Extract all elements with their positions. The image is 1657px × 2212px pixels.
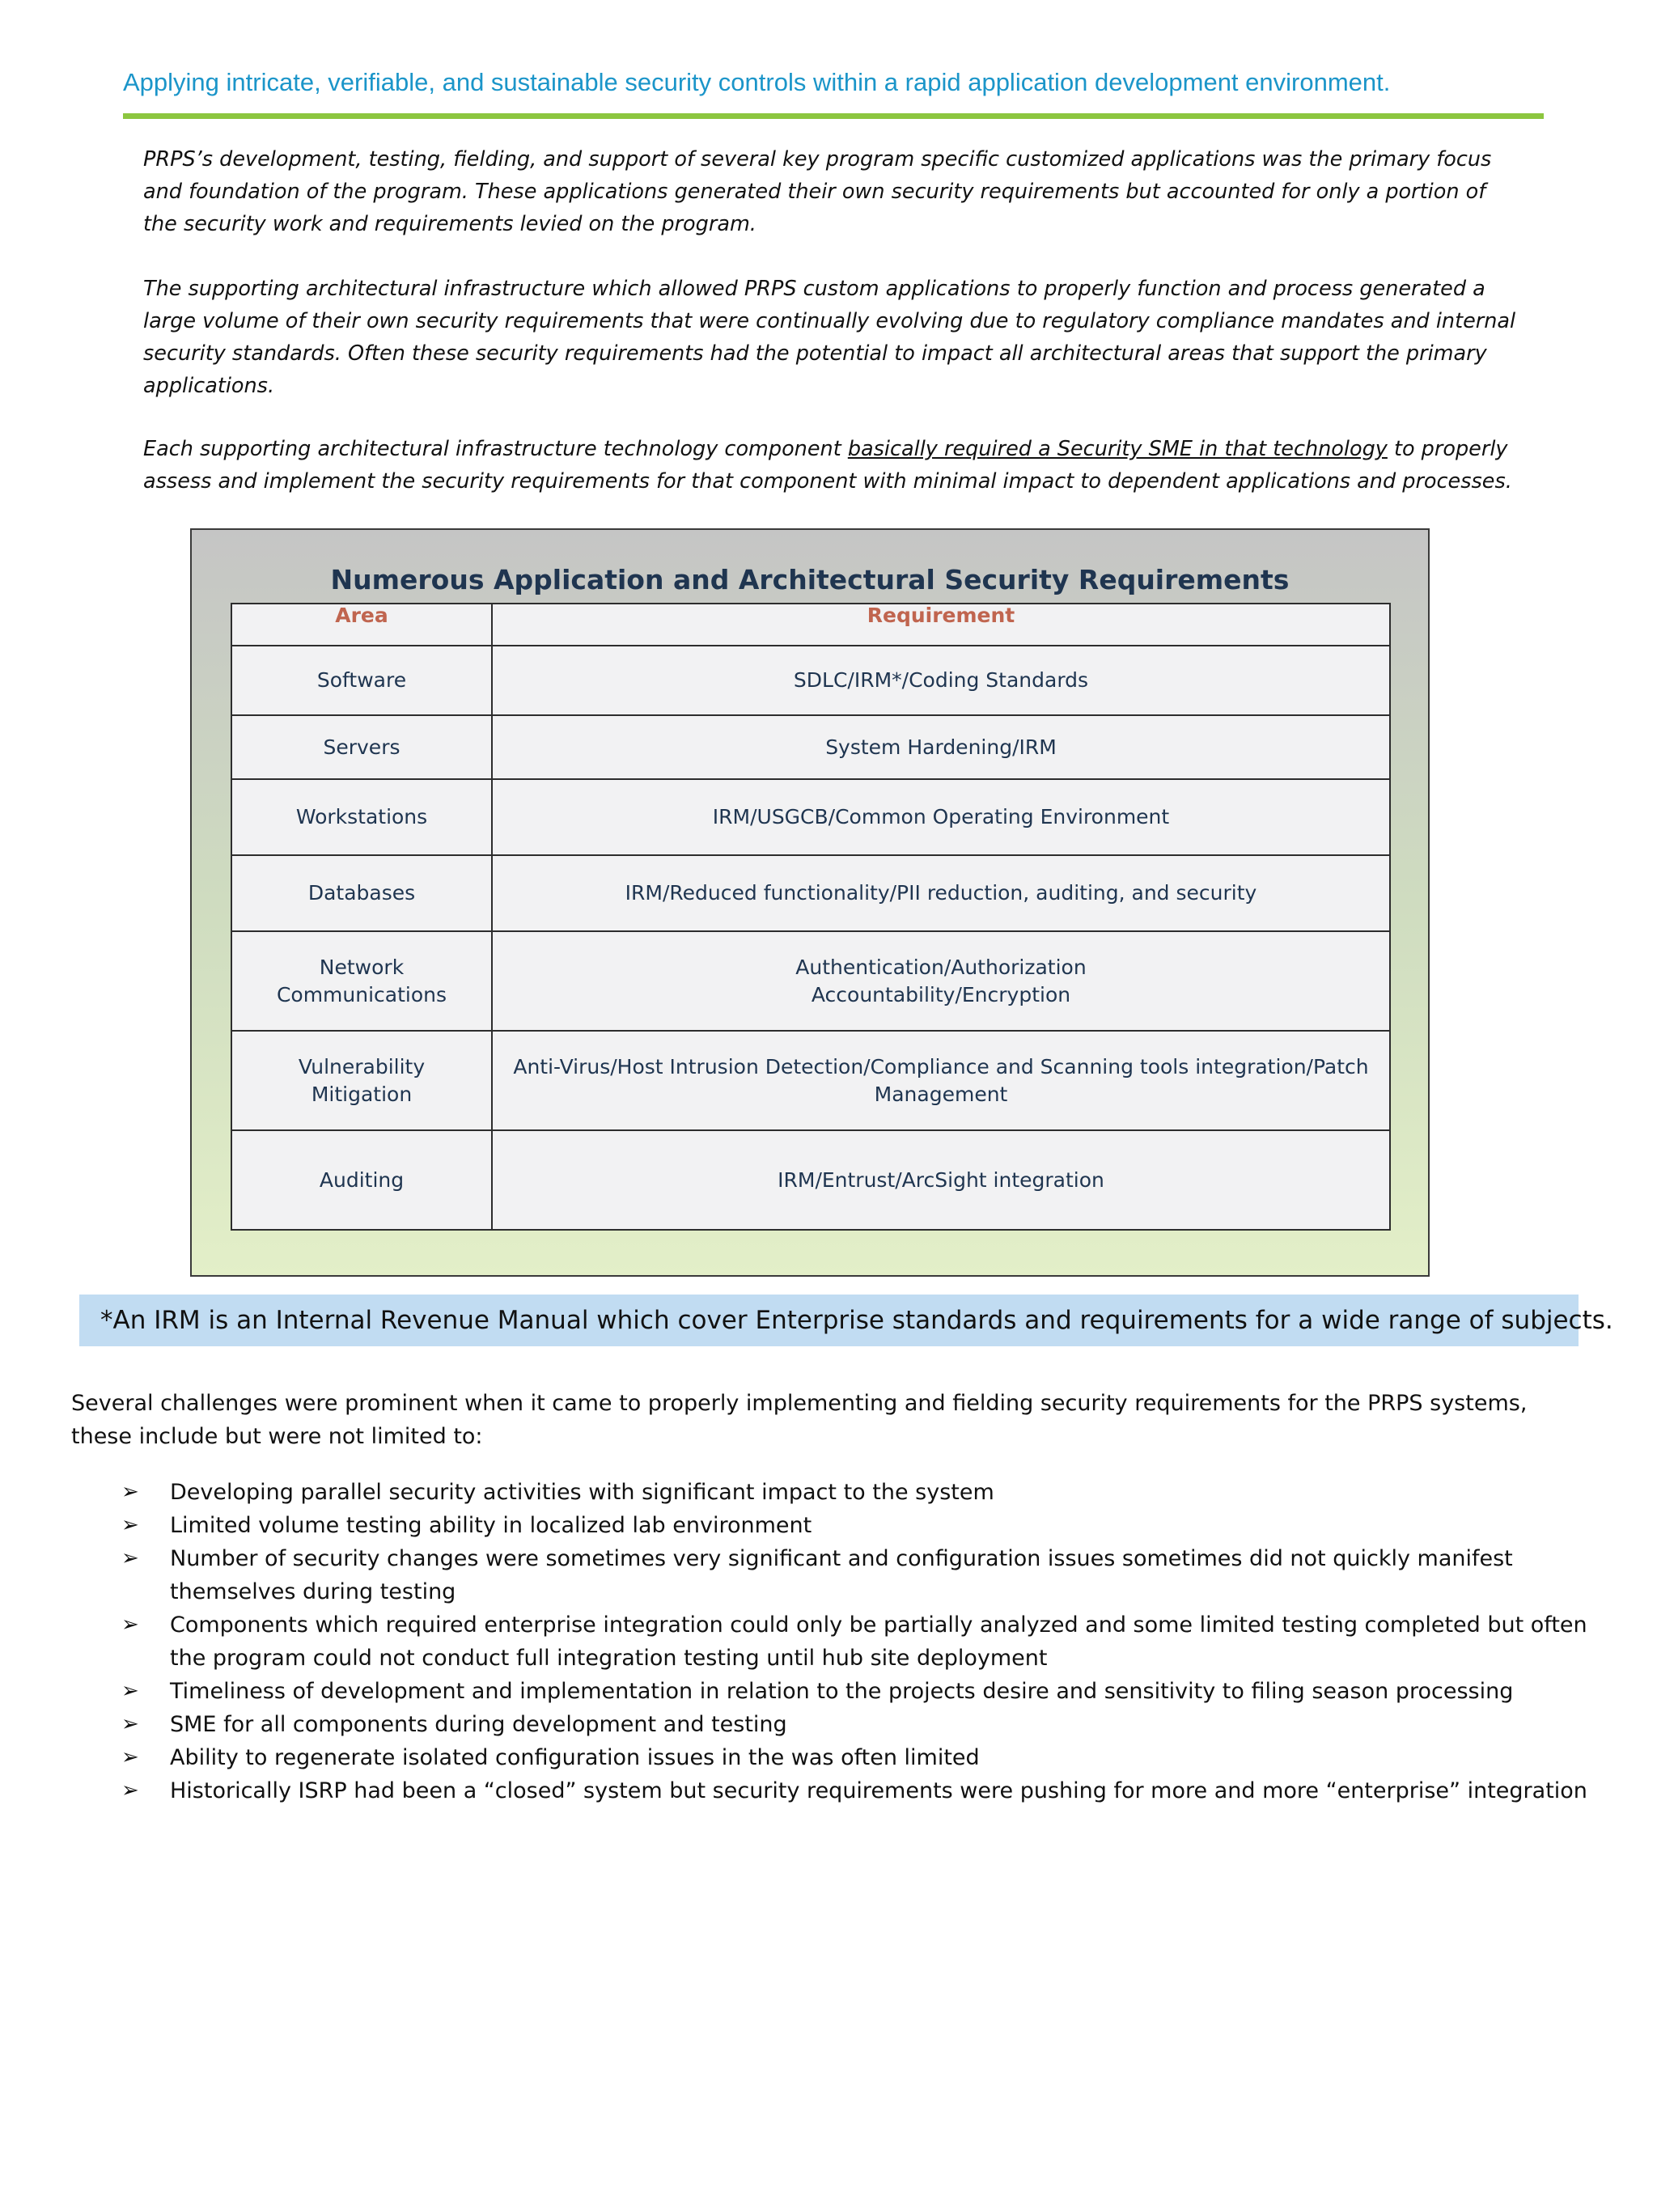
table-row: [231, 715, 1390, 779]
table-row: [231, 646, 1390, 715]
table-row: [231, 1031, 1390, 1130]
requirements-table: [231, 603, 1391, 1231]
requirement-line: Authentication/Authorization: [795, 955, 1087, 979]
header-divider: [123, 113, 1544, 119]
requirement-cell: SDLC/IRM*/Coding Standards: [492, 646, 1390, 715]
arrowhead-bullet-icon: ➢: [121, 1513, 139, 1537]
list-item-text: Timeliness of development and implementation in relation to the projects desire and sensitivity to filing season processing: [170, 1679, 1514, 1704]
column-header-area: Area: [231, 604, 492, 646]
arrowhead-bullet-icon: ➢: [121, 1712, 139, 1736]
list-item-text: Developing parallel security activities with significant impact to the system: [170, 1480, 994, 1505]
paragraph-sme-underlined: basically required a Security SME in that technology: [847, 437, 1388, 461]
list-item: [121, 1542, 1594, 1608]
table-header-row: [231, 604, 1390, 646]
list-item-text: SME for all components during development and testing: [170, 1712, 787, 1737]
list-item-text: Historically ISRP had been a “closed” system but security requirements were pushing for more and more “enterprise” integration: [170, 1778, 1587, 1803]
list-item: [121, 1741, 1594, 1774]
irm-footnote: *An IRM is an Internal Revenue Manual which cover Enterprise standards and requirements for a wide range of subjects.: [79, 1295, 1579, 1346]
list-item-text: Components which required enterprise integration could only be partially analyzed and some limited testing completed but often the program could not conduct full integration testing until hub site deployment: [170, 1612, 1587, 1671]
area-cell: Servers: [231, 715, 492, 779]
area-line: Communications: [276, 982, 447, 1006]
requirement-cell: IRM/Entrust/ArcSight integration: [492, 1130, 1390, 1230]
list-item-text: Number of security changes were sometimes very significant and configuration issues sometimes did not quickly manifest themselves during testing: [170, 1546, 1513, 1604]
paragraph-sme-end: to properly assess and implement the security requirements for that component with minimal impact to dependent applications and processes.: [143, 437, 1512, 494]
requirement-cell: [492, 931, 1390, 1031]
page-header-title: Applying intricate, verifiable, and sustainable security controls within a rapid application development environment.: [123, 68, 1391, 96]
list-item-text: Limited volume testing ability in localized lab environment: [170, 1513, 812, 1538]
paragraph-sme: [143, 433, 1519, 498]
table-row: [231, 931, 1390, 1031]
area-cell: [231, 931, 492, 1031]
area-cell: Software: [231, 646, 492, 715]
requirement-cell: Anti-Virus/Host Intrusion Detection/Compliance and Scanning tools integration/Patch Management: [492, 1031, 1390, 1130]
arrowhead-bullet-icon: ➢: [121, 1745, 139, 1769]
area-cell: Auditing: [231, 1130, 492, 1230]
paragraph-infrastructure: The supporting architectural infrastructure which allowed PRPS custom applications to properly function and process generated a large volume of their own security requirements that were continually evolving due to regulatory compliance mandates and internal security standards. Often these security requirements had the potential to impact all architectural areas that support the primary applications.: [143, 277, 1516, 398]
area-cell: Workstations: [231, 779, 492, 855]
requirements-table-title: Numerous Application and Architectural Security Requirements: [330, 564, 1290, 595]
arrowhead-bullet-icon: ➢: [121, 1546, 139, 1570]
paragraph-sme-start: Each supporting architectural infrastructure technology component: [143, 437, 848, 461]
challenges-intro: Several challenges were prominent when it came to properly implementing and fielding security requirements for the PRPS systems, these include but were not limited to:: [71, 1391, 1528, 1449]
list-item: [121, 1509, 1594, 1542]
arrowhead-bullet-icon: ➢: [121, 1612, 139, 1637]
list-item: [121, 1708, 1594, 1741]
arrowhead-bullet-icon: ➢: [121, 1679, 139, 1703]
column-header-requirement: Requirement: [492, 604, 1390, 646]
paragraph-focus: PRPS’s development, testing, fielding, and support of several key program specific customized applications was the primary focus and foundation of the program. These applications generated their own security requirements but accounted for only a portion of the security work and requirements levied on the program.: [143, 147, 1492, 236]
requirement-cell: IRM/Reduced functionality/PII reduction, auditing, and security: [492, 855, 1390, 931]
requirement-cell: System Hardening/IRM: [492, 715, 1390, 779]
list-item: [121, 1476, 1594, 1509]
area-cell: Databases: [231, 855, 492, 931]
list-item-text: Ability to regenerate isolated configuration issues in the was often limited: [170, 1745, 980, 1770]
table-row: [231, 855, 1390, 931]
list-item: [121, 1774, 1594, 1807]
list-item: [121, 1608, 1594, 1675]
list-item: [121, 1675, 1594, 1708]
area-cell: Vulnerability Mitigation: [231, 1031, 492, 1130]
requirement-line: Accountability/Encryption: [811, 982, 1071, 1006]
requirement-cell: IRM/USGCB/Common Operating Environment: [492, 779, 1390, 855]
table-row: [231, 1130, 1390, 1230]
arrowhead-bullet-icon: ➢: [121, 1480, 139, 1504]
table-row: [231, 779, 1390, 855]
arrowhead-bullet-icon: ➢: [121, 1778, 139, 1803]
area-line: Network: [319, 955, 405, 979]
challenges-list: [121, 1476, 1594, 1807]
